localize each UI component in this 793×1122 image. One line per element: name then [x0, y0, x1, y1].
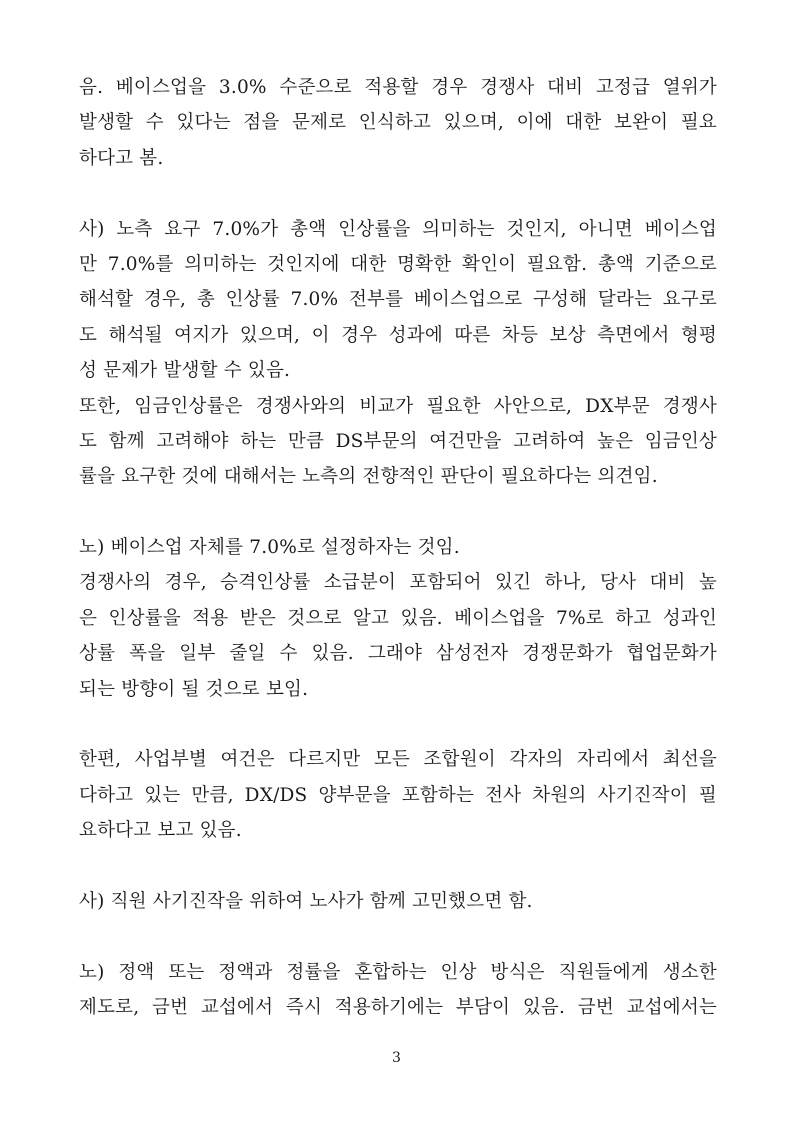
text-line: 하다고 봄. [79, 147, 164, 169]
text-line: 성 문제가 발생할 수 있음. [79, 360, 291, 382]
text-line: 만 7.0%를 의미하는 것인지에 대한 명확한 확인이 필요함. 총액 기준으로 [79, 253, 717, 275]
paragraph-gap [79, 495, 717, 530]
text-line: 음. 베이스업을 3.0% 수준으로 적용할 경우 경쟁사 대비 고정급 열위가 [79, 77, 717, 98]
paragraph-1 [79, 70, 717, 176]
paragraph-4 [79, 742, 717, 848]
text-line: 한편, 사업부별 여건은 다르지만 모든 조합원이 각자의 자리에서 최선을 [79, 749, 717, 771]
text-line: 노) 베이스업 자체를 7.0%로 설정하자는 것임. [79, 537, 460, 559]
text-line: 되는 방향이 될 것으로 보임. [79, 678, 309, 700]
paragraph-3 [79, 530, 717, 707]
text-line: 사) 노측 요구 7.0%가 총액 인상률을 의미하는 것인지, 아니면 베이스업 [79, 218, 717, 240]
text-line: 노) 정액 또는 정액과 정률을 혼합하는 인상 방식은 직원들에게 생소한 [79, 961, 717, 983]
paragraph-6 [79, 955, 717, 1026]
paragraph-gap [79, 919, 717, 954]
paragraph-5 [79, 884, 717, 919]
text-line: 도 함께 고려해야 하는 만큼 DS부문의 여건만을 고려하여 높은 임금인상 [79, 430, 717, 452]
paragraph-gap [79, 849, 717, 884]
text-line: 요하다고 보고 있음. [79, 820, 242, 842]
paragraph-gap [79, 176, 717, 211]
text-line: 제도로, 금번 교섭에서 즉시 적용하기에는 부담이 있음. 금번 교섭에서는 [79, 997, 717, 1019]
page-number: 3 [392, 1050, 401, 1066]
text-line: 또한, 임금인상률은 경쟁사와의 비교가 필요한 사안으로, DX부문 경쟁사 [79, 395, 717, 417]
text-line: 은 인상률을 적용 받은 것으로 알고 있음. 베이스업을 7%로 하고 성과인 [79, 607, 717, 629]
text-line: 률을 요구한 것에 대해서는 노측의 전향적인 판단이 필요하다는 의견임. [79, 466, 658, 488]
text-line: 상률 폭을 일부 줄일 수 있음. 그래야 삼성전자 경쟁문화가 협업문화가 [79, 643, 717, 665]
text-line: 사) 직원 사기진작을 위하여 노사가 함께 고민했으면 함. [79, 890, 533, 912]
paragraph-gap [79, 707, 717, 742]
text-line: 발생할 수 있다는 점을 문제로 인식하고 있으며, 이에 대한 보완이 필요 [79, 112, 717, 134]
text-line: 도 해석될 여지가 있으며, 이 경우 성과에 따른 차등 보상 측면에서 형평 [79, 324, 717, 346]
paragraph-2 [79, 212, 717, 495]
text-line: 경쟁사의 경우, 승격인상률 소급분이 포함되어 있긴 하나, 당사 대비 높 [79, 572, 717, 594]
text-line: 해석할 경우, 총 인상률 7.0% 전부를 베이스업으로 구성해 달라는 요구로 [79, 289, 717, 311]
text-line: 다하고 있는 만큼, DX/DS 양부문을 포함하는 전사 차원의 사기진작이 필 [79, 784, 717, 806]
document-body [79, 70, 717, 1026]
